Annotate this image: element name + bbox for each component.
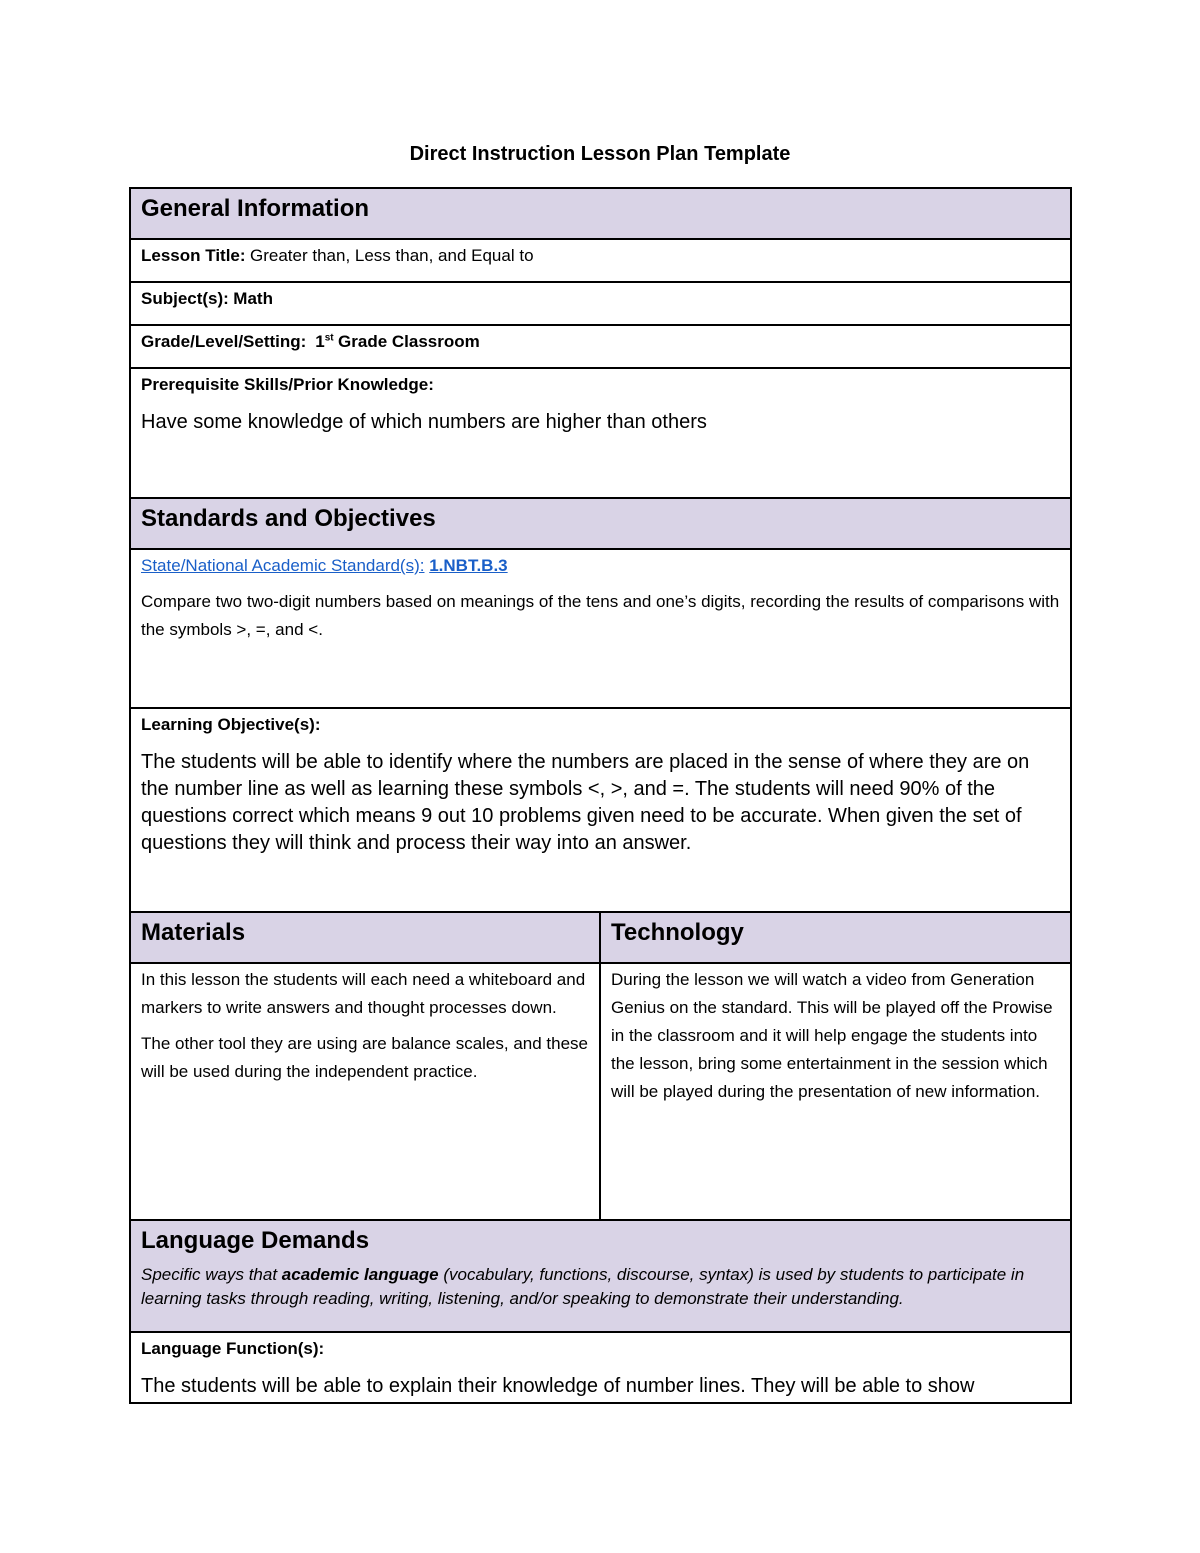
materials-tech-row	[130, 963, 1071, 1220]
standard-row	[130, 549, 1071, 708]
objective-text: The students will be able to identify where the numbers are placed in the sense of where they are on the number line as well as learning these symbols <, >, and =. The students will need 90% of the questions correct which means 9 out 10 problems given need to be accurate. When given the set of questions they will think and process their way into an answer.	[141, 751, 1030, 854]
grade-setting: Grade Classroom	[338, 332, 480, 351]
standards-header-row	[130, 498, 1071, 549]
language-header	[130, 1220, 1071, 1332]
grade-suffix: st	[324, 332, 334, 344]
materials-header	[130, 912, 600, 963]
standard-code-link[interactable]: 1.NBT.B.3	[429, 556, 508, 575]
page-title: Direct Instruction Lesson Plan Template	[409, 143, 791, 165]
standard-text: Compare two two-digit numbers based on meanings of the tens and one’s digits, recording the results of comparisons with the symbols >, =, and <.	[141, 592, 1060, 639]
language-description	[141, 1263, 1060, 1311]
materials-para-1: In this lesson the students will each need a whiteboard and markers to write answers and thought processes down.	[141, 970, 586, 1017]
grade-number: 1	[315, 332, 325, 351]
language-header-row	[130, 1220, 1071, 1332]
objective-row	[130, 708, 1071, 912]
prereq-value: Have some knowledge of which numbers are higher than others	[141, 411, 707, 433]
objective-label: Learning Objective(s):	[141, 715, 321, 734]
subject-value: Math	[233, 289, 273, 308]
standard-link[interactable]: State/National Academic Standard(s):	[141, 556, 425, 575]
technology-cell	[600, 963, 1071, 1220]
materials-tech-header-row	[130, 912, 1071, 963]
language-desc-bold: academic language	[281, 1265, 439, 1284]
language-desc-post: (vocabulary, functions, discourse, syntax) is used by students to participate in learning tasks through reading, writing, listening, and/or speaking to demonstrate their understanding.	[141, 1265, 1025, 1308]
section-heading: General Information	[141, 195, 370, 222]
materials-cell	[130, 963, 600, 1220]
grade-row	[130, 325, 1071, 368]
prereq-cell	[130, 368, 1071, 498]
subject-cell	[130, 282, 1071, 325]
subject-label: Subject(s):	[141, 289, 229, 308]
grade-label: Grade/Level/Setting:	[141, 332, 307, 351]
section-heading: Language Demands	[141, 1227, 370, 1254]
prereq-label: Prerequisite Skills/Prior Knowledge:	[141, 375, 434, 394]
standard-cell	[130, 549, 1071, 708]
technology-header	[600, 912, 1071, 963]
technology-heading: Technology	[611, 919, 744, 946]
objective-cell	[130, 708, 1071, 912]
general-info-header	[130, 188, 1071, 239]
materials-heading: Materials	[141, 919, 246, 946]
language-function-row	[130, 1332, 1071, 1403]
lesson-title-cell	[130, 239, 1071, 282]
section-heading: Standards and Objectives	[141, 505, 436, 532]
language-function-cell	[130, 1332, 1071, 1403]
lesson-title-label: Lesson Title:	[141, 246, 246, 265]
prereq-row	[130, 368, 1071, 498]
technology-text: During the lesson we will watch a video from Generation Genius on the standard. This will be played off the Prowise in the classroom and it will help engage the students into the lesson, bring some entertainment in the session which will be played during the presentation of new information.	[611, 970, 1053, 1101]
grade-cell	[130, 325, 1071, 368]
lesson-title-row	[130, 239, 1071, 282]
lesson-title-value: Greater than, Less than, and Equal to	[250, 246, 534, 265]
lesson-plan-table	[129, 187, 1072, 1404]
language-function-label: Language Function(s):	[141, 1339, 325, 1358]
general-info-header-row	[130, 188, 1071, 239]
language-function-text: The students will be able to explain their knowledge of number lines. They will be able to show	[141, 1375, 975, 1397]
standards-header	[130, 498, 1071, 549]
subject-row	[130, 282, 1071, 325]
language-desc-pre: Specific ways that	[141, 1265, 282, 1284]
materials-para-2: The other tool they are using are balance scales, and these will be used during the independent practice.	[141, 1034, 589, 1081]
